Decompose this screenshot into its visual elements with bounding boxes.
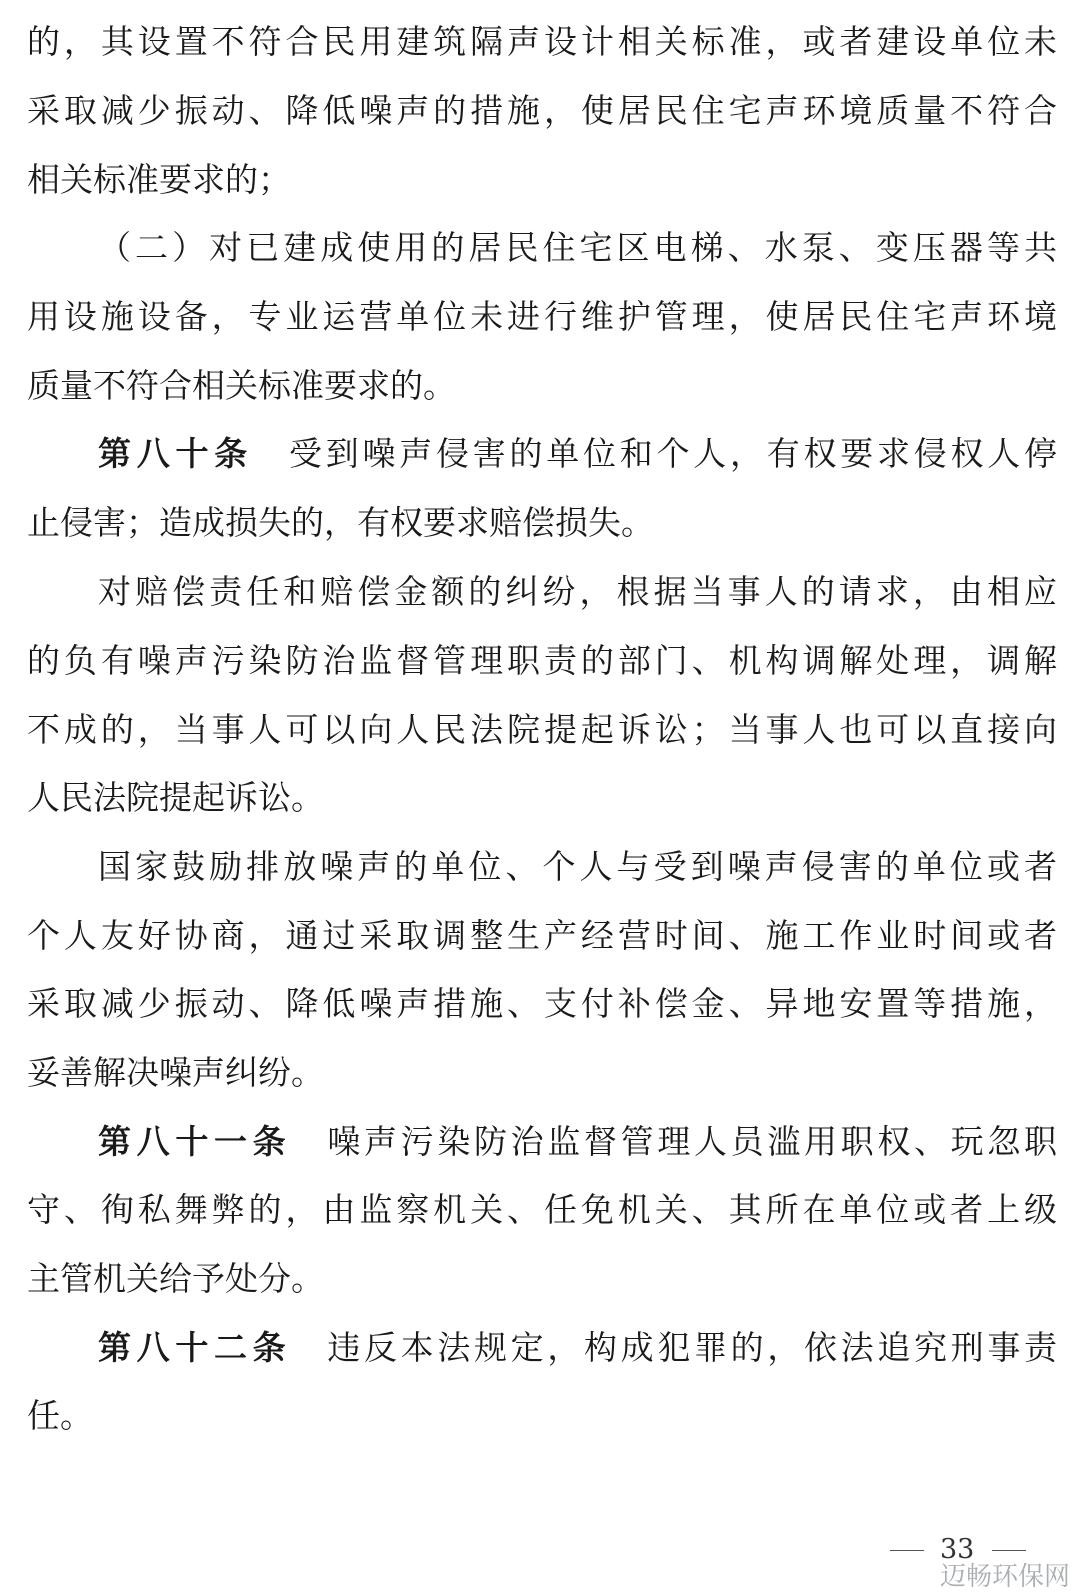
text-line: 个人友好协商，通过采取调整生产经营时间、施工作业时间或者 — [27, 916, 1057, 955]
article-81-title: 第八十一条 — [98, 1122, 292, 1161]
text-line: 妥善解决噪声纠纷。 — [27, 1053, 324, 1092]
text-line: 国家鼓励排放噪声的单位、个人与受到噪声侵害的单位或者 — [98, 847, 1057, 886]
text-line: 对赔偿责任和赔偿金额的纠纷，根据当事人的请求，由相应 — [98, 572, 1057, 611]
text-line: 人民法院提起诉讼。 — [27, 778, 324, 817]
article-80-title: 第八十条 — [98, 434, 253, 473]
article-82-line — [98, 1323, 1057, 1373]
text-line: （二）对已建成使用的居民住宅区电梯、水泵、变压器等共 — [98, 228, 1057, 267]
text-line: 采取减少振动、降低噪声的措施，使居民住宅声环境质量不符合 — [27, 91, 1057, 130]
page-number: 33 — [940, 1534, 975, 1565]
text-line: 的负有噪声污染防治监督管理职责的部门、机构调解处理，调解 — [27, 641, 1057, 680]
text-line: 相关标准要求的； — [27, 160, 291, 199]
text-line: 任。 — [27, 1396, 93, 1435]
footer-dash-left — [890, 1550, 924, 1551]
text-line: 守、徇私舞弊的，由监察机关、任免机关、其所在单位或者上级 — [27, 1190, 1057, 1229]
article-82-title: 第八十二条 — [98, 1328, 292, 1367]
footer-dash-right — [992, 1550, 1026, 1551]
watermark: 迈畅环保网 — [940, 1562, 1071, 1592]
text-line: 的，其设置不符合民用建筑隔声设计相关标准，或者建设单位未 — [27, 22, 1057, 61]
text-line: 质量不符合相关标准要求的。 — [27, 366, 456, 405]
text-line: 主管机关给予处分。 — [27, 1259, 324, 1298]
text-line: 止侵害；造成损失的，有权要求赔偿损失。 — [27, 503, 654, 542]
article-82-text: 违反本法规定，构成犯罪的，依法追究刑事责 — [327, 1328, 1058, 1367]
article-80-text: 受到噪声侵害的单位和个人，有权要求侵权人停 — [289, 434, 1057, 473]
text-line: 用设施设备，专业运营单位未进行维护管理，使居民住宅声环境 — [27, 297, 1057, 336]
text-line: 不成的，当事人可以向人民法院提起诉讼；当事人也可以直接向 — [27, 710, 1057, 749]
article-81-line — [98, 1117, 1057, 1167]
article-80-line — [98, 429, 1057, 479]
article-81-text: 噪声污染防治监督管理人员滥用职权、玩忽职 — [327, 1122, 1058, 1161]
text-line: 采取减少振动、降低噪声措施、支付补偿金、异地安置等措施， — [27, 984, 1057, 1023]
